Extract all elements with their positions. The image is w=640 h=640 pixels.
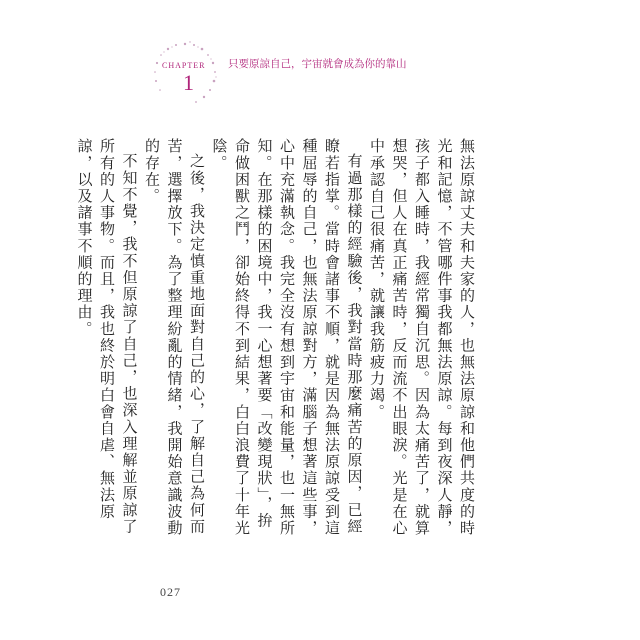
chapter-header xyxy=(150,40,410,110)
chapter-label: CHAPTER xyxy=(162,61,206,70)
chapter-number: 1 xyxy=(183,70,194,95)
paragraph-3: 之後，我決定慎重地面對自己的心，了解自己為何而苦，選擇放下。為了整理紛亂的情緒，我開始意識波動的存在。 xyxy=(143,138,206,537)
chapter-title: 只要原諒自己，宇宙就會成為你的靠山 xyxy=(228,58,407,70)
paragraph-4: 不知不覺，我不但原諒了自己，也深入理解並原諒了所有的人事物。而且，我也終於明白會自虐、無法原諒，以及諸事不順的理由。 xyxy=(75,138,139,535)
body-text xyxy=(75,138,478,538)
paragraph-1: 無法原諒丈夫和夫家的人，也無法原諒和他們共度的時光和記憶，不管哪件事我都無法原諒。每到夜深人靜，孩子都入睡時，我經常獨自沉思。因為太痛苦了，就算想哭，但人在真正痛苦時，反而流不出眼淚。光是在心中承認自己很痛苦，就讓我筋疲力竭。 xyxy=(368,138,476,537)
page-number: 027 xyxy=(160,585,181,599)
paragraph-2: 有過那樣的經驗後，我對當時那麼痛苦的原因，已經瞭若指掌。當時會諸事不順，就是因為無法原諒受到這種屈辱的自己，也無法原諒對方，滿腦子想著這些事，心中充滿執念。我完全沒有想到宇宙和能量，也一無所知。在那樣的困境中，我一心想著要「改變現狀」，拚命做困獸之鬥，卻始終得不到結果，白白浪費了十年光陰。 xyxy=(210,138,364,537)
